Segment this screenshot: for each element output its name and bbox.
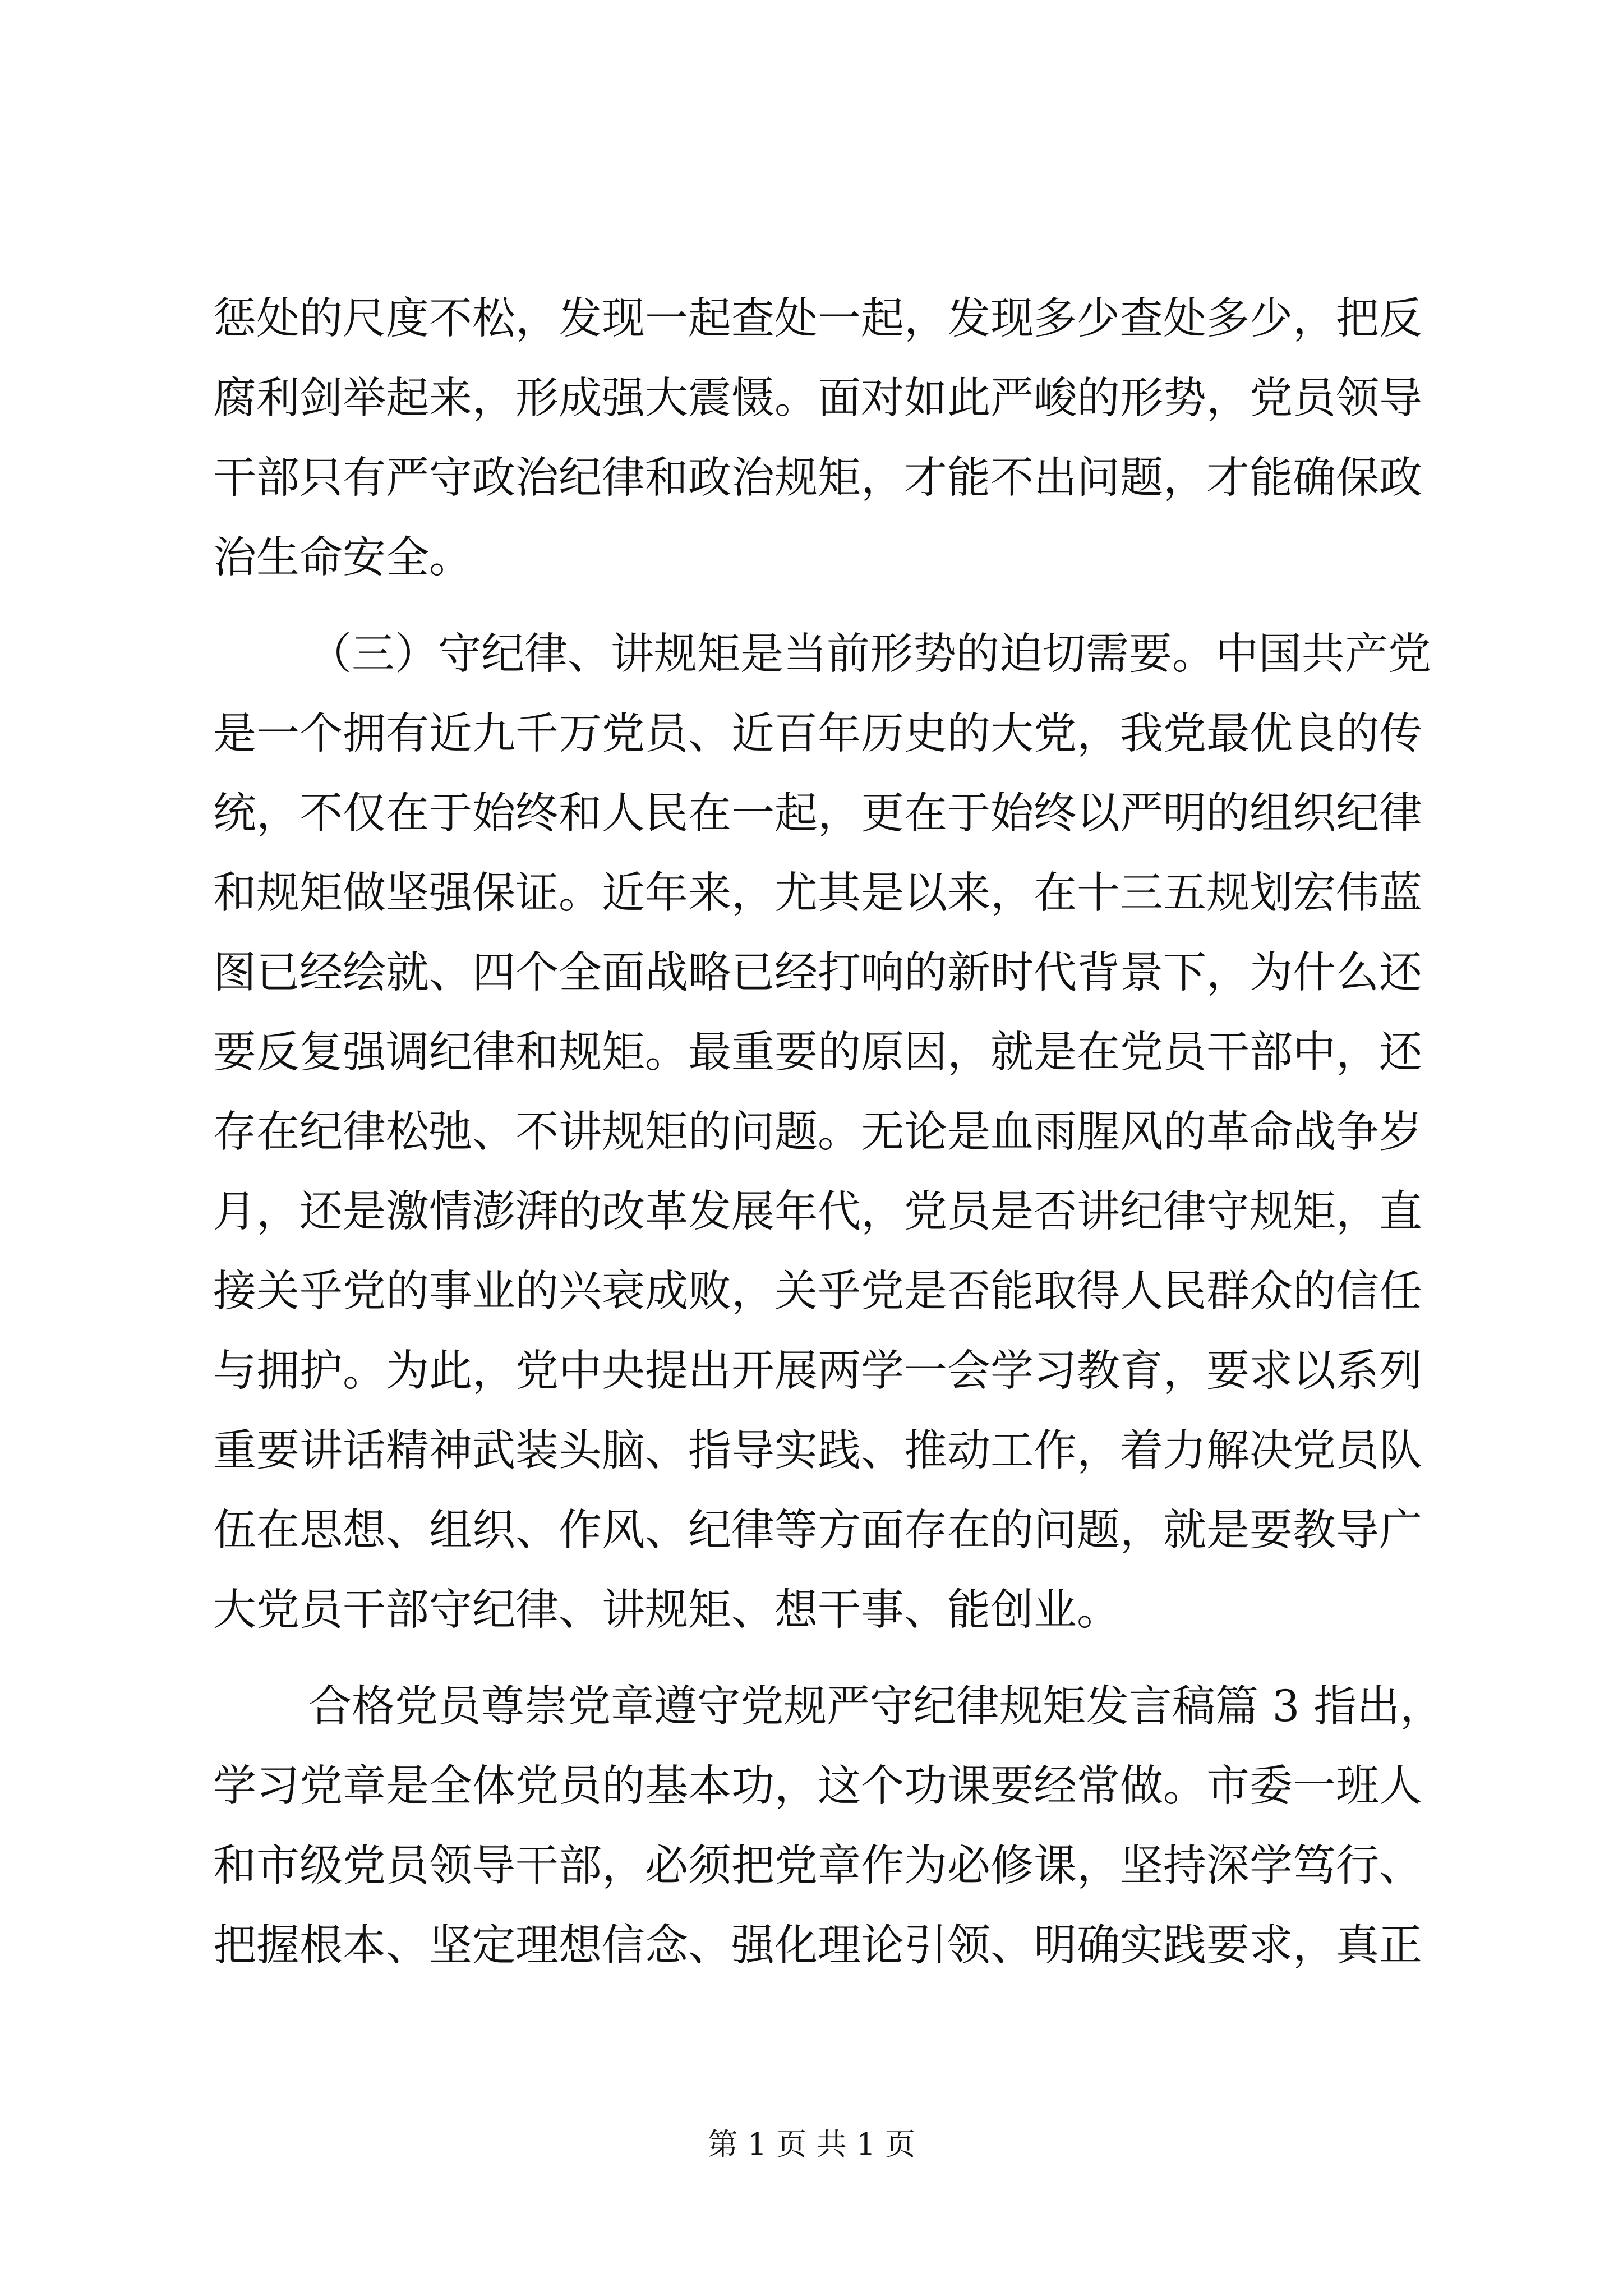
text-line: 是一个拥有近九千万党员、近百年历史的大党，我党最优良的传 bbox=[213, 709, 1422, 759]
text-line: 治生命安全。 bbox=[213, 533, 472, 583]
text-line: 要反复强调纪律和规矩。最重要的原因，就是在党员干部中，还 bbox=[213, 1028, 1422, 1078]
paragraph-3 bbox=[213, 1667, 1443, 1986]
text-line: 接关乎党的事业的兴衰成败，关乎党是否能取得人民群众的信任 bbox=[213, 1267, 1422, 1317]
text-line: 图已经绘就、四个全面战略已经打响的新时代背景下，为什么还 bbox=[213, 948, 1422, 998]
text-line: （三）守纪律、讲规矩是当前形势的迫切需要。中国共产党 bbox=[308, 629, 1431, 679]
text-line: 合格党员尊崇党章遵守党规严守纪律规矩发言稿篇 3 指出， bbox=[308, 1682, 1443, 1732]
document-body bbox=[213, 279, 1443, 1986]
paragraph-1 bbox=[213, 279, 1422, 598]
text-line: 伍在思想、组织、作风、纪律等方面存在的问题，就是要教导广 bbox=[213, 1506, 1422, 1556]
paragraph-2 bbox=[213, 615, 1431, 1650]
text-line: 把握根本、坚定理想信念、强化理论引领、明确实践要求，真正 bbox=[213, 1921, 1422, 1971]
text-line: 与拥护。为此，党中央提出开展两学一会学习教育，要求以系列 bbox=[213, 1346, 1422, 1396]
text-line: 学习党章是全体党员的基本功，这个功课要经常做。市委一班人 bbox=[213, 1761, 1422, 1811]
text-line: 和规矩做坚强保证。近年来，尤其是以来，在十三五规划宏伟蓝 bbox=[213, 868, 1422, 918]
text-line: 存在纪律松弛、不讲规矩的问题。无论是血雨腥风的革命战争岁 bbox=[213, 1107, 1422, 1157]
text-line: 惩处的尺度不松，发现一起查处一起，发现多少查处多少，把反 bbox=[213, 294, 1422, 344]
text-line: 干部只有严守政治纪律和政治规矩，才能不出问题，才能确保政 bbox=[213, 453, 1422, 503]
page-number-footer: 第 1 页 共 1 页 bbox=[707, 2127, 916, 2162]
text-line: 腐利剑举起来，形成强大震慑。面对如此严峻的形势，党员领导 bbox=[213, 374, 1422, 424]
text-line: 大党员干部守纪律、讲规矩、想干事、能创业。 bbox=[213, 1585, 1120, 1635]
text-line: 和市级党员领导干部，必须把党章作为必修课，坚持深学笃行、 bbox=[213, 1841, 1422, 1891]
text-line: 重要讲话精神武装头脑、指导实践、推动工作，着力解决党员队 bbox=[213, 1426, 1422, 1476]
text-line: 统，不仅在于始终和人民在一起，更在于始终以严明的组织纪律 bbox=[213, 789, 1422, 839]
text-line: 月，还是激情澎湃的改革发展年代，党员是否讲纪律守规矩，直 bbox=[213, 1187, 1422, 1237]
